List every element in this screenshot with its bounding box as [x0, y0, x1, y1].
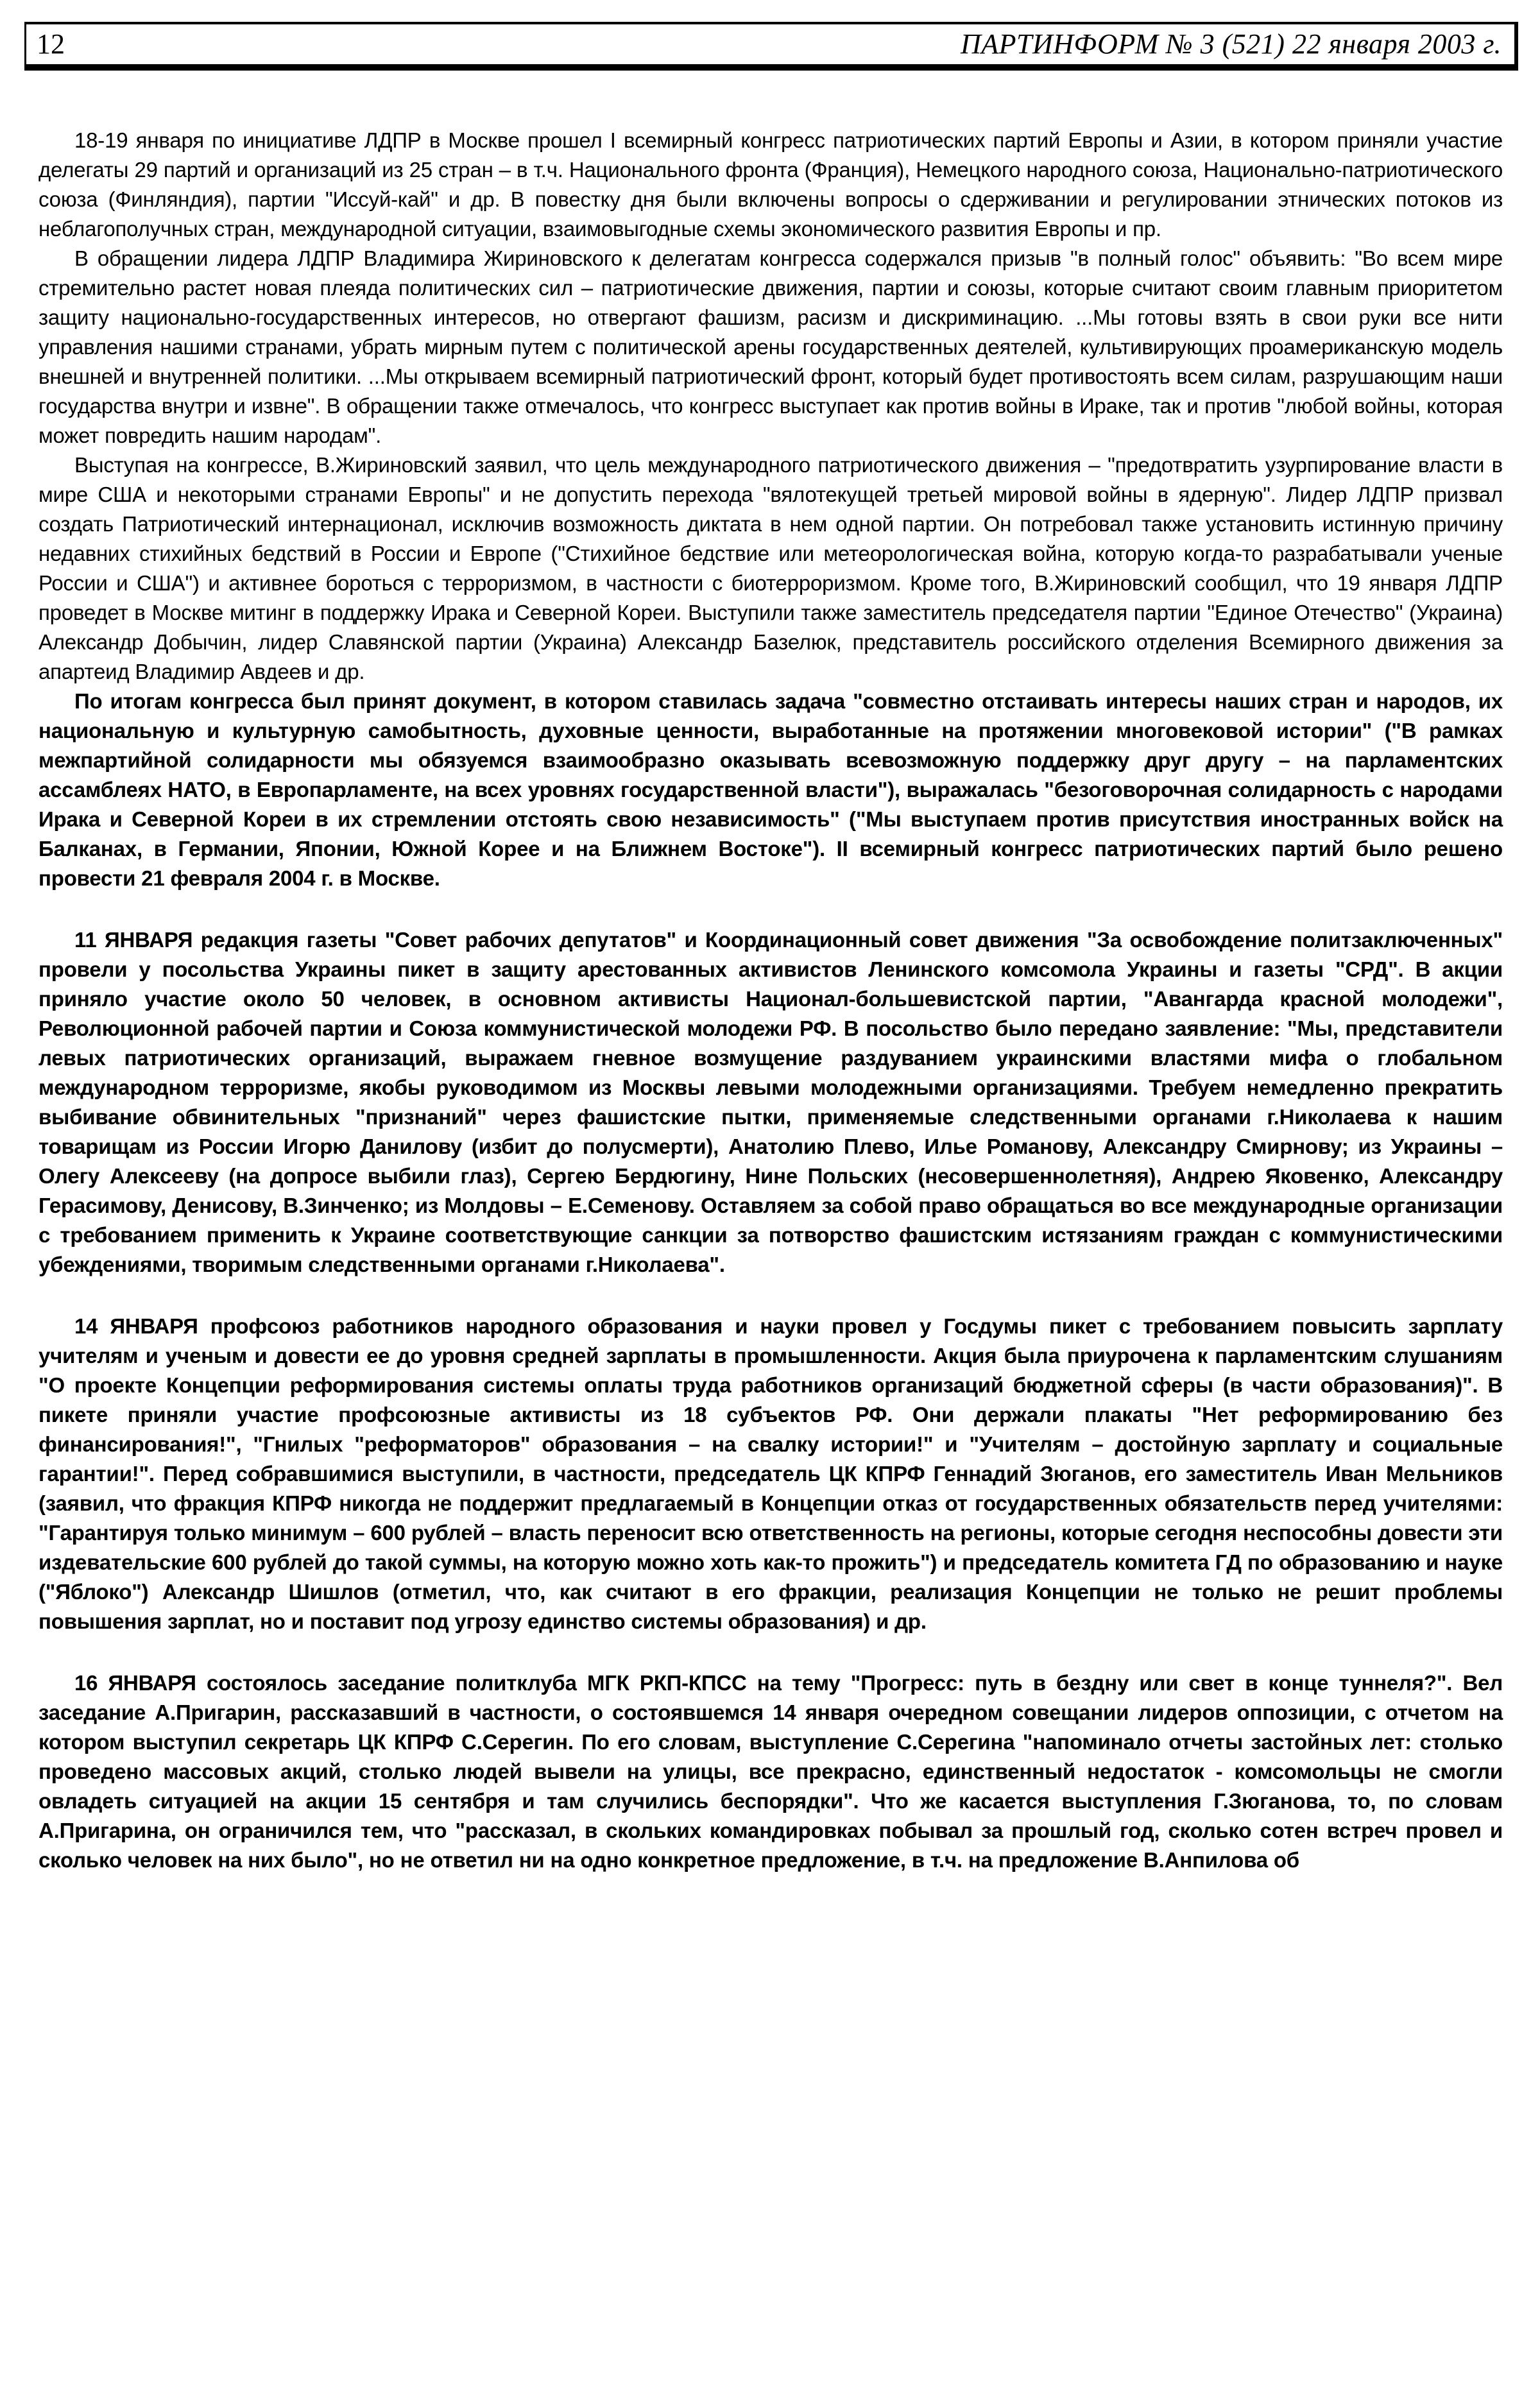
paragraph-news-11-january: 11 ЯНВАРЯ редакция газеты "Совет рабочих депутатов" и Координационный совет движения "За освобождение политзаключенных" провели у посольства Украины пикет в защиту арестованных активистов Ленинского комсомола Украины и газеты "СРД". В акции приняло участие около 50 человек, в основном активисты Национал-большевистской партии, "Авангарда красной молодежи", Революционной рабочей партии и Союза коммунистической молодежи РФ. В посольство было передано заявление: "Мы, представители левых патриотических организаций, выражаем гневное возмущение раздуванием украинскими властями мифа о глобальном международном терроризме, якобы руководимом из Москвы левыми молодежными организациями. Требуем немедленно прекратить выбивание обвинительных "признаний" через фашистские пытки, применяемые следственными органами г.Николаева к нашим товарищам из России Игорю Данилову (избит до полусмерти), Анатолию Плево, Илье Романову, Александру Смирнову; из Украины – Олегу Алексееву (на допросе выбили глаз), Сергею Бердюгину, Нине Польских (несовершеннолетняя), Андрею Яковенко, Александру Герасимову, Денисову, В.Зинченко; из Молдовы – Е.Семенову. Оставляем за собой право обращаться во все международные организации с требованием применить к Украине соответствующие санкции за потворство фашистским истязаниям граждан с коммунистическими убеждениями, творимым следственными органами г.Николаева".	[38, 928, 1503, 1276]
paragraph-zhirinovsky-address: В обращении лидера ЛДПР Владимира Жириновского к делегатам конгресса содержался призыв "в полный голос" объявить: "Во всем мире стремительно растет новая плеяда политических сил – патриотические движения, партии и союзы, которые считают своим главным приоритетом защиту национально-государственных интересов, но отвергают фашизм, расизм и дискриминацию. ...Мы готовы взять в свои руки все нити управления нашими странами, убрать мирным путем с политической арены государственных деятелей, культивирующих проамериканскую модель внешней и внутренней политики. ...Мы открываем всемирный патриотический фронт, который будет противостоять всем силам, разрушающим наши государства внутри и извне". В обращении также отмечалось, что конгресс выступает как против войны в Ираке, так и против "любой войны, которая может повредить нашим народам".	[38, 246, 1503, 447]
paragraph-news-16-january: 16 ЯНВАРЯ состоялось заседание политклуба МГК РКП-КПСС на тему "Прогресс: путь в бездну или свет в конце туннеля?". Вел заседание А.Пригарин, рассказавший в частности, о состоявшемся 14 января очередном совещании лидеров оппозиции, с отчетом на котором выступил секретарь ЦК КПРФ С.Серегин. По его словам, выступление С.Серегина "напоминало отчеты застойных лет: столько проведено массовых акций, столько людей вывели на улицы, все прекрасно, единственный недостаток - комсомольцы не смогли овладеть ситуацией на акции 15 сентября и там случились беспорядки". Что же касается выступления Г.Зюганова, то, по словам А.Пригарина, он ограничился тем, что "рассказал, в скольких командировках побывал за прошлый год, сколько сотен встреч провел и сколько человек на них было", но не ответил ни на одно конкретное предложение, в т.ч. на предложение В.Анпилова об	[38, 1671, 1503, 1872]
paragraph-congress-intro: 18-19 января по инициативе ЛДПР в Москве прошел I всемирный конгресс патриотических партий Европы и Азии, в котором приняли участие делегаты 29 партий и организаций из 25 стран – в т.ч. Национального фронта (Франция), Немецкого народного союза, Национально-патриотического союза (Финляндия), партии "Иссуй-кай" и др. В повестку дня были включены вопросы о сдерживании и регулировании этнических потоков из неблагополучных стран, международной ситуации, взаимовыгодные схемы экономического развития Европы и пр.	[38, 128, 1503, 241]
page-header	[24, 22, 1518, 71]
page-number: 12	[37, 28, 65, 60]
article-body	[38, 126, 1503, 1875]
journal-title: ПАРТИНФОРМ № 3 (521) 22 января 2003 г.	[960, 28, 1502, 60]
paragraph-news-14-january: 14 ЯНВАРЯ профсоюз работников народного образования и науки провел у Госдумы пикет с требованием повысить зарплату учителям и ученым и довести ее до уровня средней зарплаты в промышленности. Акция была приурочена к парламентским слушаниям "О проекте Концепции реформирования системы оплаты труда работников организаций бюджетной сферы (в части образования)". В пикете приняли участие профсоюзные активисты из 18 субъектов РФ. Они держали плакаты "Нет реформированию без финансирования!", "Гнилых "реформаторов" образования – на свалку истории!" и "Учителям – достойную зарплату и социальные гарантии!". Перед собравшимися выступили, в частности, председатель ЦК КПРФ Геннадий Зюганов, его заместитель Иван Мельников (заявил, что фракция КПРФ никогда не поддержит предлагаемый в Концепции отказ от государственных обязательств перед учителями: "Гарантируя только минимум – 600 рублей – власть переносит всю ответственность на регионы, которые сегодня неспособны довести эти издевательские 600 рублей до такой суммы, на которую можно хоть как-то прожить") и председатель комитета ГД по образованию и науке ("Яблоко") Александр Шишлов (отметил, что, как считают в его фракции, реализация Концепции не только не решит проблемы повышения зарплат, но и поставит под угрозу единство системы образования) и др.	[38, 1314, 1503, 1633]
paragraph-congress-results: По итогам конгресса был принят документ, в котором ставилась задача "совместно отстаивать интересы наших стран и народов, их национальную и культурную самобытность, духовные ценности, выработанные на протяжении многовековой истории" ("В рамках межпартийной солидарности мы обязуемся взаимообразно оказывать всевозможную поддержку друг другу – на парламентских ассамблеях НАТО, в Европарламенте, на всех уровнях государственной власти"), выражалась "безоговорочная солидарность с народами Ирака и Северной Кореи в их стремлении отстоять свою независимость" ("Мы выступаем против присутствия иностранных войск на Балканах, в Германии, Японии, Южной Корее и на Ближнем Востоке"). II всемирный конгресс патриотических партий было решено провести 21 февраля 2004 г. в Москве.	[38, 689, 1503, 890]
paragraph-congress-speeches: Выступая на конгрессе, В.Жириновский заявил, что цель международного патриотического движения – "предотвратить узурпирование власти в мире США и некоторыми странами Европы" и не допустить перехода "вялотекущей третьей мировой войны в ядерную". Лидер ЛДПР призвал создать Патриотический интернационал, исключив возможность диктата в нем одной партии. Он потребовал также установить истинную причину недавних стихийных бедствий в России и Европе ("Стихийное бедствие или метеорологическая война, которую когда-то разрабатывали ученые России и США") и активнее бороться с терроризмом, в частности с биотерроризмом. Кроме того, В.Жириновский сообщил, что 19 января ЛДПР проведет в Москве митинг в поддержку Ирака и Северной Кореи. Выступили также заместитель председателя партии "Единое Отечество" (Украина) Александр Добычин, лидер Славянской партии (Украина) Александр Базелюк, представитель российского отделения Всемирного движения за апартеид Владимир Авдеев и др.	[38, 453, 1503, 683]
